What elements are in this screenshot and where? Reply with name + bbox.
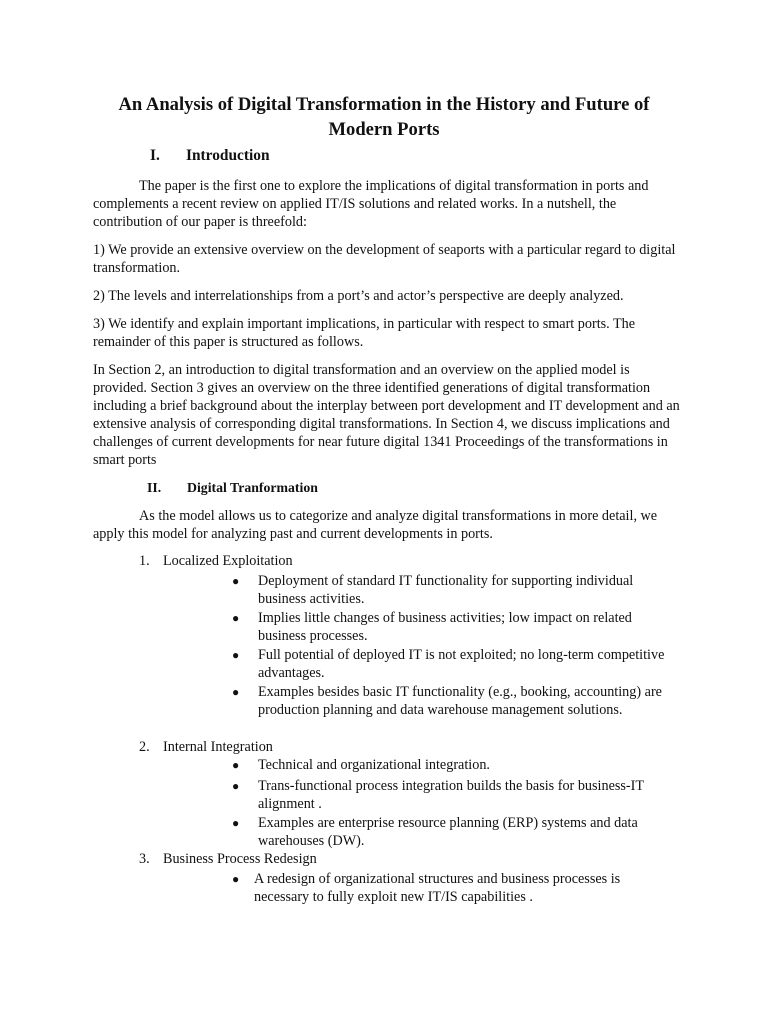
bullet-icon: ● (232, 648, 240, 662)
section-number: I. (150, 147, 160, 164)
paragraph: The paper is the first one to explore the implications of digital transformation in ports and complements a recent review on applied IT/IS solutions and related works. In a nutshell, the contribution of our paper is threefold: (93, 178, 649, 230)
bullet-text: Trans-functional process integration builds the basis for business-IT alignment . (258, 778, 644, 812)
numbered-item (139, 552, 293, 570)
paragraph: 2) The levels and interrelationships from a port’s and actor’s perspective are deeply analyzed. (93, 288, 624, 304)
section-number: II. (147, 480, 162, 495)
bullet-icon: ● (232, 872, 240, 886)
section-title: Introduction (186, 147, 270, 164)
bullet-text: Implies little changes of business activities; low impact on related business processes. (258, 610, 632, 644)
section-title: Digital Tranformation (187, 480, 318, 495)
numbered-item (139, 850, 317, 868)
bullet-text: Examples besides basic IT functionality (e.g., booking, accounting) are production planning and data warehouse management solutions. (258, 684, 662, 718)
paragraph: 1) We provide an extensive overview on the development of seaports with a particular regard to digital transformation. (93, 242, 676, 276)
bullet-icon: ● (232, 685, 240, 699)
bullet-icon: ● (232, 779, 240, 793)
paragraph: In Section 2, an introduction to digital transformation and an overview on the applied model is provided. Section 3 gives an overview on the three identified generations of digital transformation including a brief background about the interplay between port development and IT development and an extensive analysis of corresponding digital transformations. In Section 4, we discuss implications and challenges of current developments for near future digital 1341 Proceedings of the transformations in smart ports (93, 362, 680, 468)
item-number: 3. (139, 851, 150, 867)
bullet-icon: ● (232, 574, 240, 588)
bullet-text: Full potential of deployed IT is not exploited; no long-term competitive advantages. (258, 647, 665, 681)
document-title: An Analysis of Digital Transformation in the History and Future of Modern Ports (118, 94, 650, 140)
bullet-icon: ● (232, 816, 240, 830)
item-number: 1. (139, 553, 150, 569)
bullet-icon: ● (232, 611, 240, 625)
item-label: Business Process Redesign (163, 851, 317, 867)
item-label: Internal Integration (163, 739, 273, 755)
bullet-text: Technical and organizational integration. (258, 757, 490, 773)
bullet-text: A redesign of organizational structures and business processes is necessary to fully exploit new IT/IS capabilities . (254, 871, 621, 905)
bullet-icon: ● (232, 758, 240, 772)
paragraph: 3) We identify and explain important implications, in particular with respect to smart ports. The remainder of this paper is structured as follows. (93, 316, 636, 350)
item-number: 2. (139, 739, 150, 755)
paragraph: As the model allows us to categorize and analyze digital transformations in more detail, we apply this model for analyzing past and current developments in ports. (93, 508, 658, 542)
bullet-text: Deployment of standard IT functionality for supporting individual business activities. (258, 573, 634, 607)
numbered-item (139, 738, 273, 756)
item-label: Localized Exploitation (163, 553, 293, 569)
bullet-text: Examples are enterprise resource planning (ERP) systems and data warehouses (DW). (258, 815, 638, 849)
